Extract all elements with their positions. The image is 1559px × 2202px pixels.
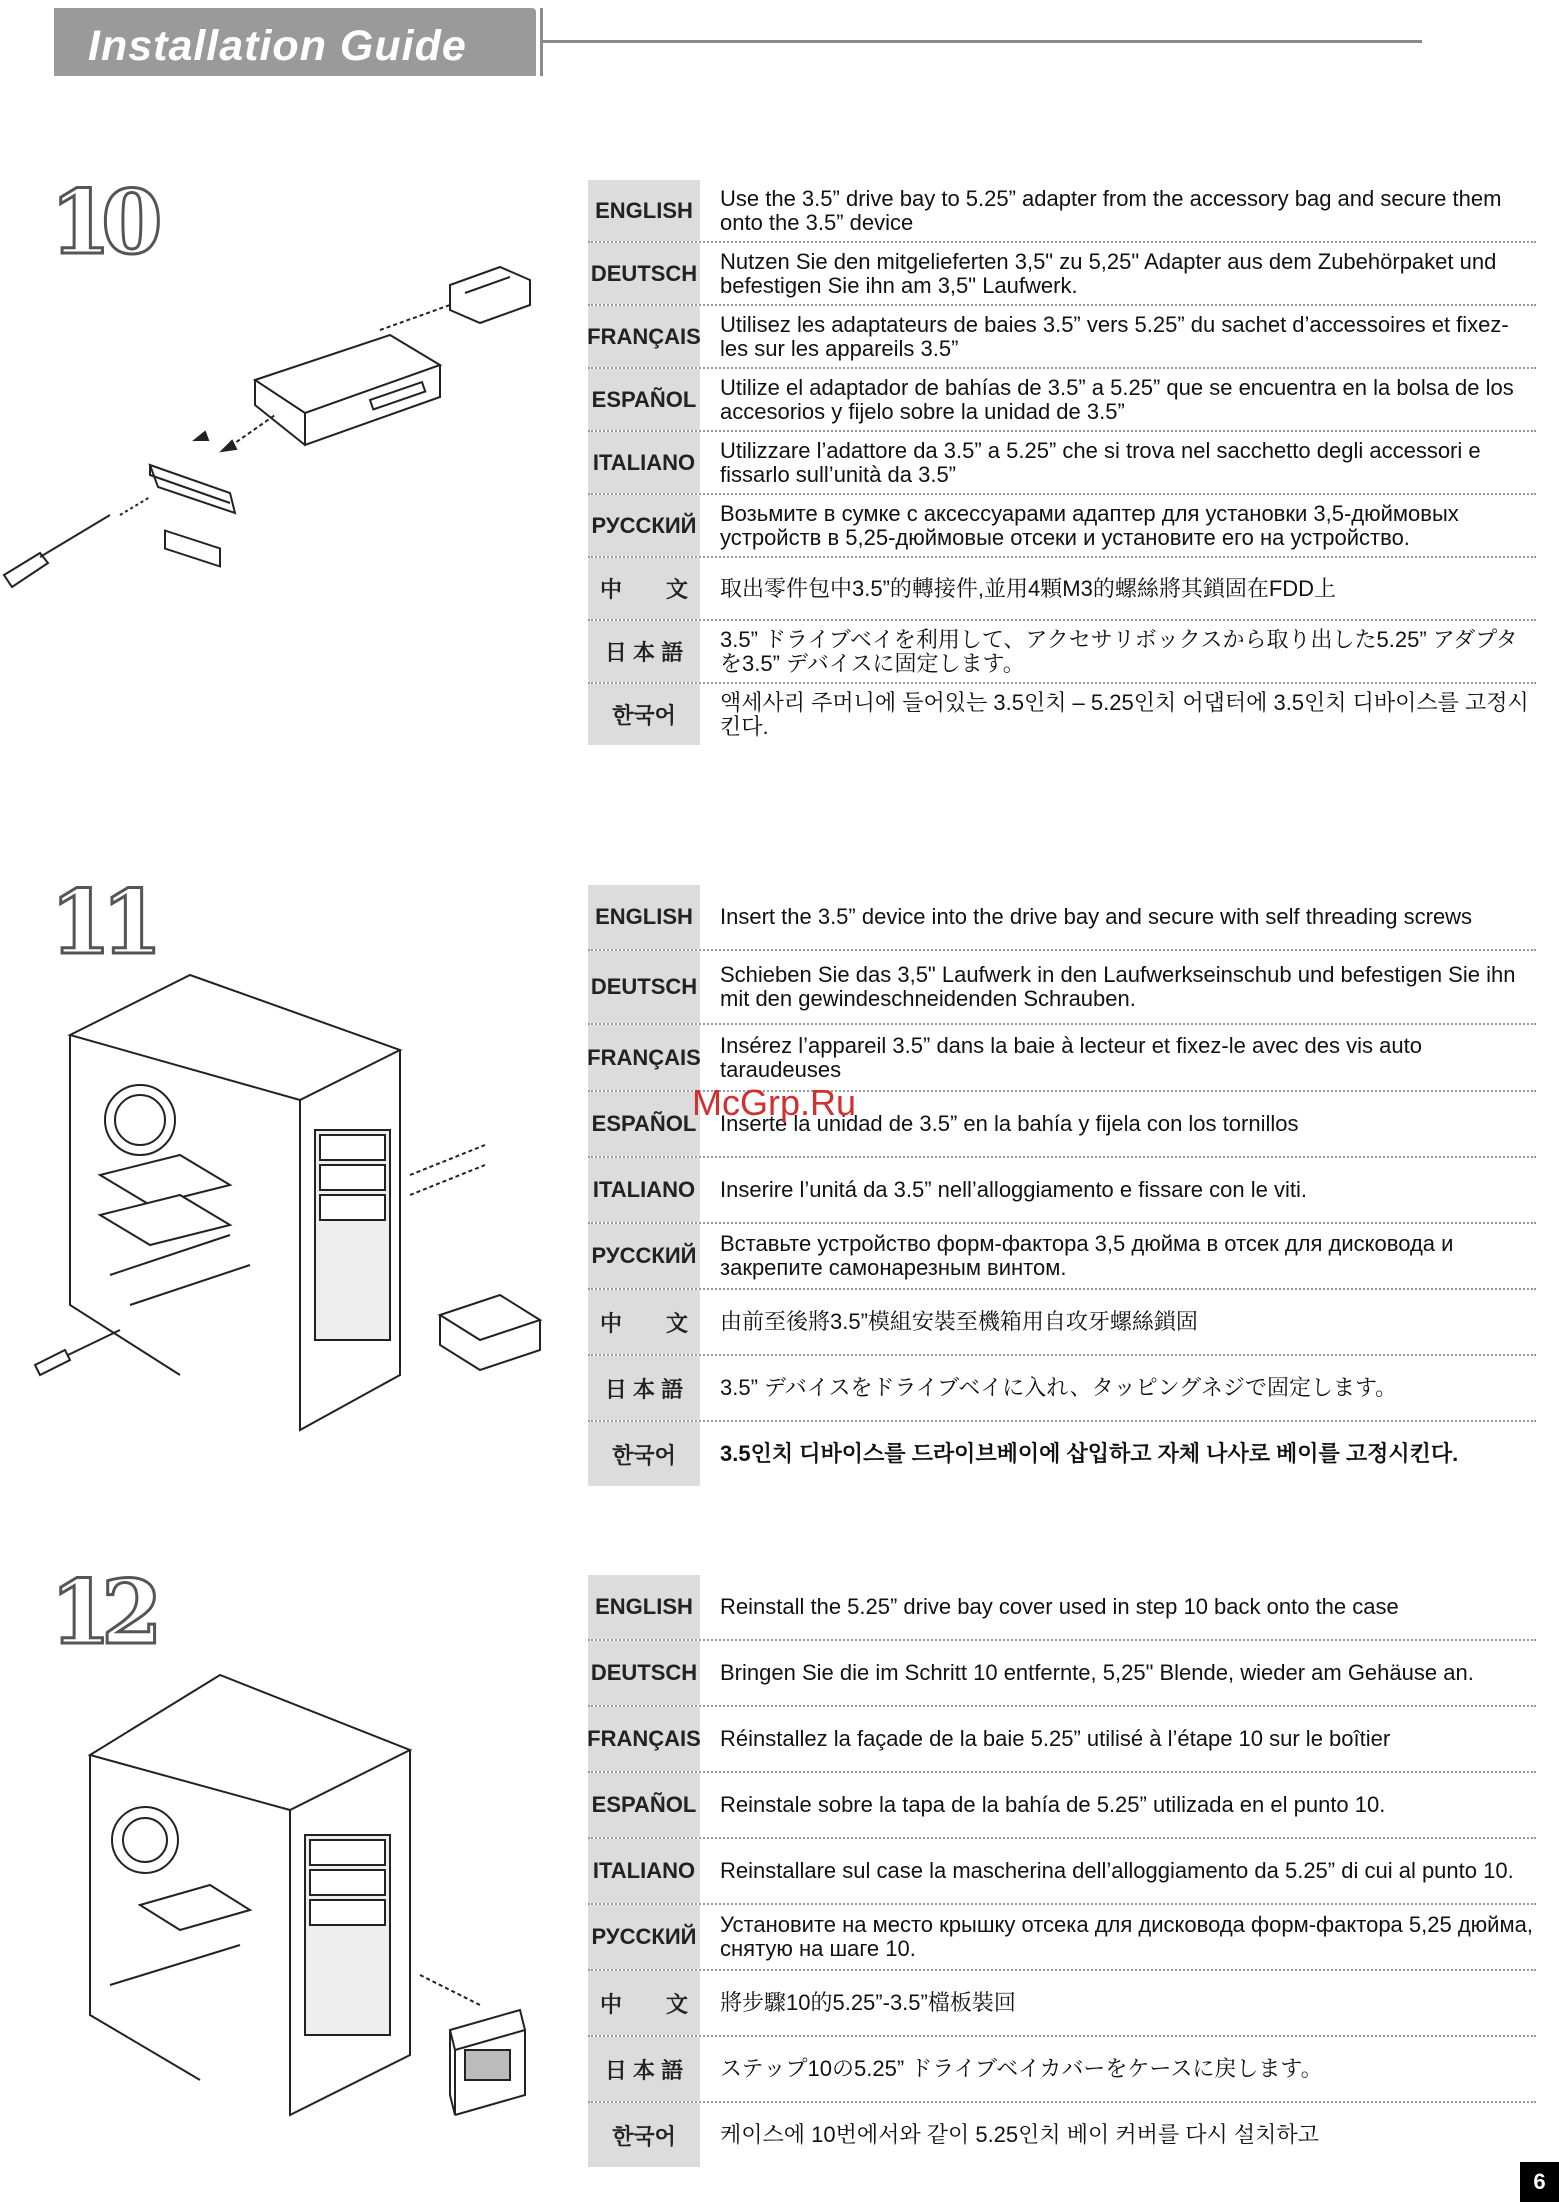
instruction-text: 3.5” ドライブベイを利用して、アクセサリボックスから取り出した5.25” アダプタを3.5” デバイスに固定します。	[720, 626, 1518, 676]
instruction-text: Insérez l’appareil 3.5” dans la baie à lecteur et fixez-le avec des vis auto taraudeuses	[720, 1032, 1422, 1082]
table-row	[588, 306, 1536, 369]
language-label: 中 文	[588, 1290, 700, 1354]
step-10-translations	[588, 180, 1536, 745]
header-rule	[540, 40, 1422, 43]
instruction-text: 將步驟10的5.25”-3.5”檔板裝回	[720, 1990, 1016, 2015]
language-label: ENGLISH	[588, 1575, 700, 1639]
instruction-text: Schieben Sie das 3,5" Laufwerk in den Laufwerkseinschub und befestigen Sie ihn mit den gewindeschneidenden Schrauben.	[720, 962, 1516, 1011]
language-label: 한국어	[588, 684, 700, 745]
illustration-case-drive	[30, 975, 570, 1430]
step-11-translations	[588, 885, 1536, 1486]
instruction-text: Inserire l’unitá da 3.5” nell’alloggiamento e fissare con le viti.	[720, 1177, 1307, 1202]
language-label: РУССКИЙ	[588, 1224, 700, 1288]
language-label: 한국어	[588, 2103, 700, 2167]
language-label: РУССКИЙ	[588, 1905, 700, 1969]
language-label: FRANÇAIS	[588, 306, 700, 367]
instruction-text: Inserte la unidad de 3.5” en la bahía y fijela con los tornillos	[720, 1111, 1299, 1136]
language-label: ESPAÑOL	[588, 369, 700, 430]
instruction-text: ステップ10の5.25” ドライブベイカバーをケースに戻します。	[720, 2056, 1323, 2081]
instruction-text: 3.5” デバイスをドライブベイに入れ、タッピングネジで固定します。	[720, 1375, 1398, 1400]
language-label: DEUTSCH	[588, 243, 700, 304]
language-label: ESPAÑOL	[588, 1092, 700, 1156]
step-12-translations	[588, 1575, 1536, 2167]
table-row	[588, 951, 1536, 1025]
table-row	[588, 1356, 1536, 1422]
page-number: 6	[1520, 2162, 1559, 2202]
language-label: 日 本 語	[588, 2037, 700, 2101]
language-label: 日 本 語	[588, 621, 700, 682]
language-label: ITALIANO	[588, 432, 700, 493]
table-row	[588, 1575, 1536, 1641]
table-row	[588, 495, 1536, 558]
language-label: 中 文	[588, 1971, 700, 2035]
illustration-case-cover	[80, 1675, 540, 2125]
instruction-text: Utilisez les adaptateurs de baies 3.5” vers 5.25” du sachet d’accessoires et fixez-les sur les appareils 3.5”	[720, 311, 1509, 361]
instruction-text: Reinstallare sul case la mascherina dell’alloggiamento da 5.25” di cui al punto 10.	[720, 1858, 1514, 1883]
instruction-text: 由前至後將3.5”模組安裝至機箱用自攻牙螺絲鎖固	[720, 1309, 1198, 1334]
table-row	[588, 684, 1536, 745]
language-label: FRANÇAIS	[588, 1025, 700, 1090]
table-row	[588, 1290, 1536, 1356]
header-tab	[54, 8, 536, 76]
table-row	[588, 1224, 1536, 1290]
language-label: ITALIANO	[588, 1839, 700, 1903]
table-row	[588, 1422, 1536, 1486]
language-label: ESPAÑOL	[588, 1773, 700, 1837]
table-row	[588, 2037, 1536, 2103]
table-row	[588, 180, 1536, 243]
instruction-text: Возьмите в сумке с аксессуарами адаптер для установки 3,5-дюймовых устройств в 5,25-дюймовые отсеки и установите его на устройство.	[720, 500, 1459, 550]
table-row	[588, 1773, 1536, 1839]
step-number-11: 11	[50, 870, 153, 974]
instruction-text: Reinstale sobre la tapa de la bahía de 5.25” utilizada en el punto 10.	[720, 1792, 1386, 1817]
instruction-text: Nutzen Sie den mitgelieferten 3,5" zu 5,25" Adapter aus dem Zubehörpaket und befestigen Sie ihn am 3,5" Laufwerk.	[720, 248, 1497, 298]
language-label: ENGLISH	[588, 180, 700, 241]
table-row	[588, 621, 1536, 684]
instruction-text: Установите на место крышку отсека для дисковода форм-фактора 5,25 дюйма, снятую на шаге 10.	[720, 1912, 1533, 1961]
instruction-text: 3.5인치 디바이스를 드라이브베이에 삽입하고 자체 나사로 베이를 고정시킨다.	[720, 1441, 1459, 1466]
language-label: DEUTSCH	[588, 1641, 700, 1705]
language-label: ITALIANO	[588, 1158, 700, 1222]
instruction-text: Utilizzare l’adattore da 3.5” a 5.25” che si trova nel sacchetto degli accessori e fissarlo sull’unità da 3.5”	[720, 437, 1481, 487]
table-row	[588, 1971, 1536, 2037]
instruction-text: 取出零件包中3.5”的轉接件,並用4顆M3的螺絲將其鎖固在FDD上	[720, 575, 1337, 601]
page-title: Installation Guide	[88, 22, 467, 70]
table-row	[588, 2103, 1536, 2167]
language-label: ENGLISH	[588, 885, 700, 949]
instruction-text: Réinstallez la façade de la baie 5.25” utilisé à l’étape 10 sur le boîtier	[720, 1726, 1391, 1751]
instruction-text: Use the 3.5” drive bay to 5.25” adapter from the accessory bag and secure them onto the 3.5” device	[720, 185, 1502, 235]
instruction-text: Bringen Sie die im Schritt 10 entfernte, 5,25" Blende, wieder am Gehäuse an.	[720, 1660, 1474, 1685]
table-row	[588, 369, 1536, 432]
table-row	[588, 1641, 1536, 1707]
instruction-text: Insert the 3.5” device into the drive bay and secure with self threading screws	[720, 904, 1473, 929]
language-label: РУССКИЙ	[588, 495, 700, 556]
language-label: FRANÇAIS	[588, 1707, 700, 1771]
table-row	[588, 1839, 1536, 1905]
table-row	[588, 243, 1536, 306]
instruction-text: Utilize el adaptador de bahías de 3.5” a 5.25” que se encuentra en la bolsa de los accesorios y fijelo sobre la unidad de 3.5”	[720, 374, 1514, 424]
table-row	[588, 885, 1536, 951]
table-row	[588, 558, 1536, 621]
language-label: 한국어	[588, 1422, 700, 1486]
table-row	[588, 1707, 1536, 1773]
table-row	[588, 432, 1536, 495]
language-label: 日 本 語	[588, 1356, 700, 1420]
step-number-12: 12	[50, 1560, 153, 1664]
instruction-text: Вставьте устройство форм-фактора 3,5 дюйма в отсек для дисковода и закрепите самонарезным винтом.	[720, 1231, 1454, 1280]
instruction-text: 케이스에 10번에서와 같이 5.25인치 베이 커버를 다시 설치하고	[720, 2122, 1319, 2147]
illustration-adapter	[0, 265, 570, 600]
watermark: McGrp.Ru	[692, 1082, 857, 1123]
language-label: 中 文	[588, 558, 700, 619]
step-number-10: 10	[50, 170, 153, 274]
table-row	[588, 1158, 1536, 1224]
instruction-text: 액세사리 주머니에 들어있는 3.5인치 – 5.25인치 어댑터에 3.5인치 디바이스를 고정시킨다.	[720, 689, 1529, 739]
instruction-text: Reinstall the 5.25” drive bay cover used in step 10 back onto the case	[720, 1594, 1399, 1619]
language-label: DEUTSCH	[588, 951, 700, 1023]
table-row	[588, 1905, 1536, 1971]
